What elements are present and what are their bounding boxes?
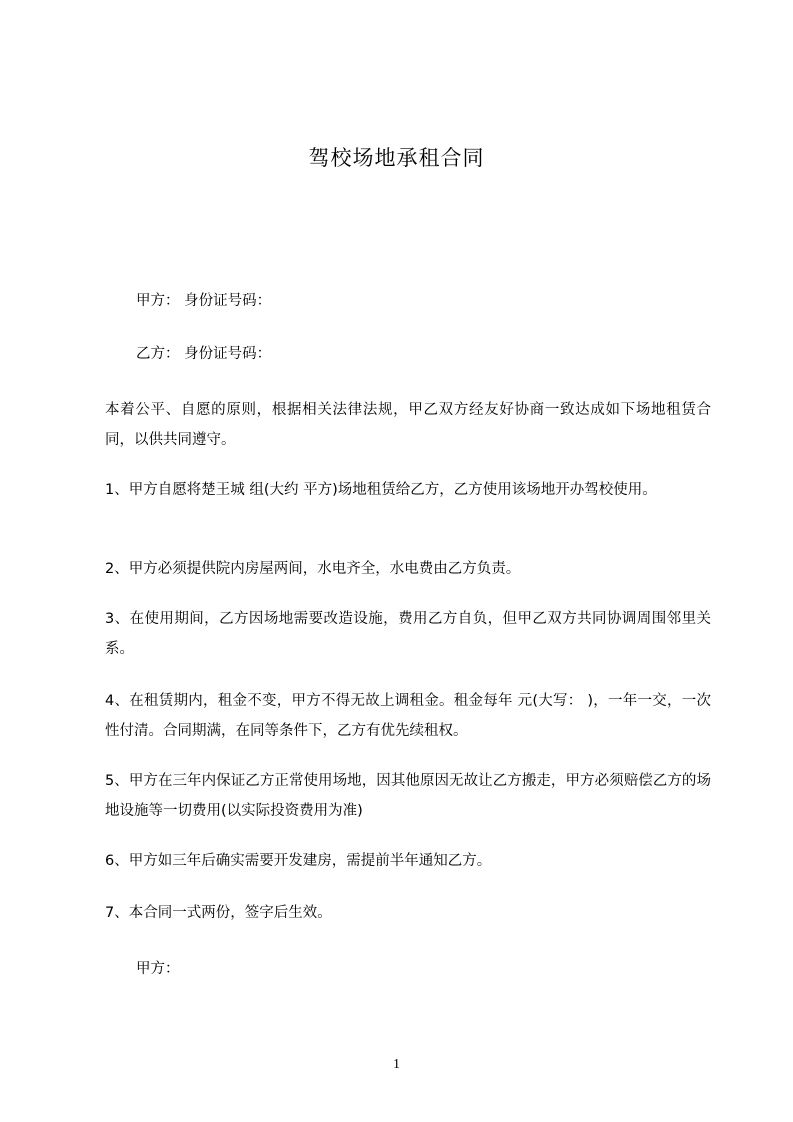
- clause-5: 5、甲方在三年内保证乙方正常使用场地，因其他原因无故让乙方搬走，甲方必须赔偿乙方的场地设施等一切费用(以实际投资费用为准): [105, 773, 711, 819]
- clause-2: 2、甲方必须提供院内房屋两间，水电齐全，水电费由乙方负责。: [105, 561, 521, 577]
- clause-4: 4、在租赁期内，租金不变，甲方不得无故上调租金。租金每年 元(大写： )，一年一交，一次性付清。合同期满，在同等条件下，乙方有优先续租权。: [105, 693, 711, 739]
- party-a-signature-label: 甲方：: [136, 961, 180, 977]
- page-number: 1: [393, 1057, 400, 1072]
- preamble-paragraph: 本着公平、自愿的原则，根据相关法律法规，甲乙双方经友好协商一致达成如下场地租赁合同，以供共同遵守。: [105, 402, 711, 448]
- clause-7: 7、本合同一式两份，签字后生效。: [105, 905, 332, 921]
- party-a-id-line: 甲方： 身份证号码：: [136, 293, 272, 309]
- clause-3: 3、在使用期间，乙方因场地需要改造设施，费用乙方自负，但甲乙双方共同协调周围邻里关系。: [105, 611, 711, 657]
- clause-1: 1、甲方自愿将楚王城 组(大约 平方)场地租赁给乙方，乙方使用该场地开办驾校使用。: [105, 482, 657, 498]
- party-b-id-line: 乙方： 身份证号码：: [136, 346, 272, 362]
- document-title: 驾校场地承租合同: [308, 146, 485, 170]
- clause-6: 6、甲方如三年后确实需要开发建房，需提前半年通知乙方。: [105, 853, 492, 869]
